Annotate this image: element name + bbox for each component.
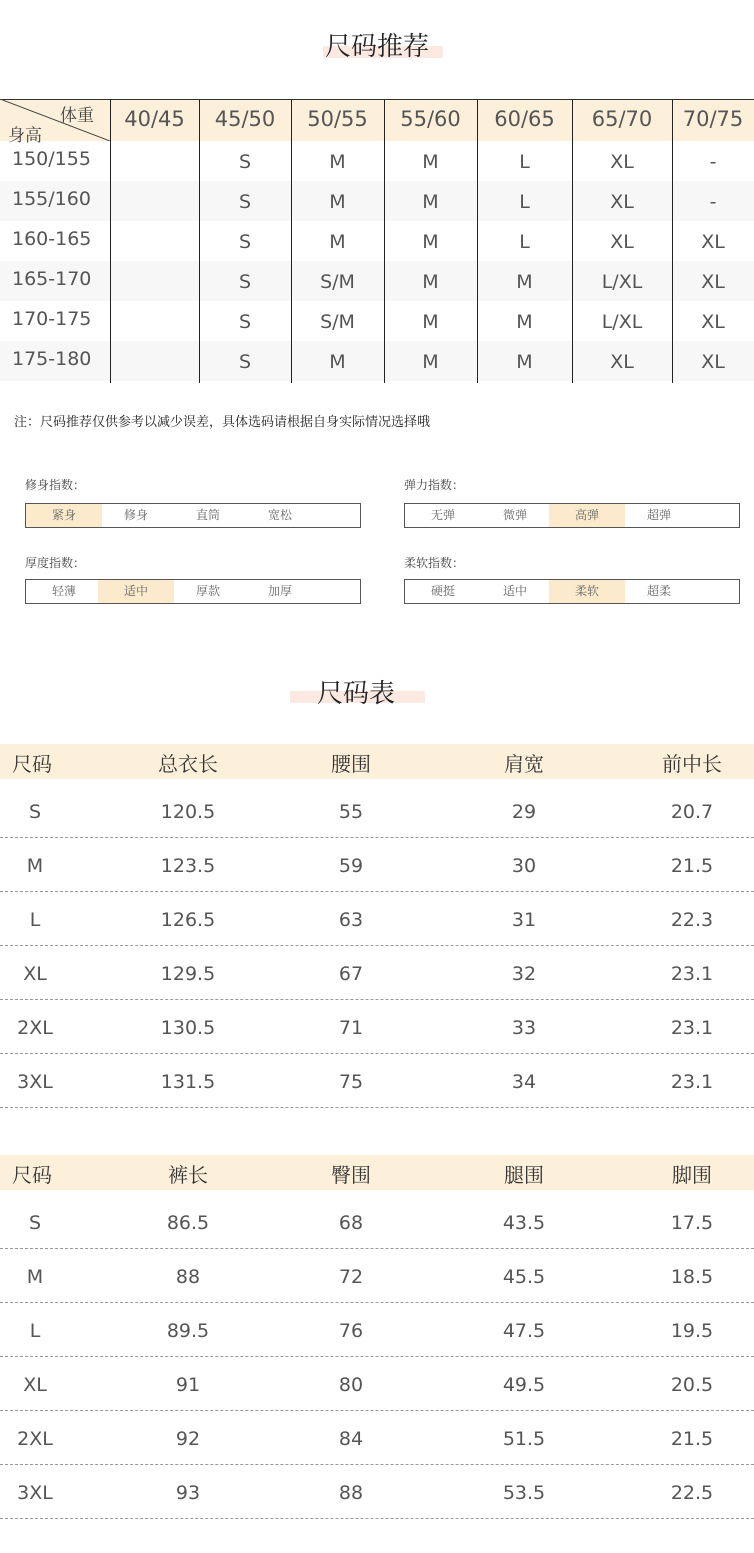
index-option: 超柔 <box>646 584 671 598</box>
column-divider <box>572 99 573 383</box>
table-row <box>0 221 754 261</box>
size-value: 84 <box>338 1428 364 1450</box>
corner-height-label: 身高 <box>8 126 42 146</box>
row-divider <box>0 1356 754 1357</box>
column-divider <box>110 99 111 383</box>
index-option: 轻薄 <box>51 584 76 598</box>
index-option: 柔软 <box>549 580 625 603</box>
size-value: 88 <box>338 1482 364 1504</box>
column-header: 腰围 <box>331 752 371 776</box>
index-option: 硬挺 <box>430 584 455 598</box>
size-value: 17.5 <box>670 1212 714 1234</box>
size-value: 2XL <box>17 1017 53 1039</box>
index-label: 厚度指数： <box>25 556 86 570</box>
size-value: 33 <box>511 1017 537 1039</box>
size-value: 47.5 <box>502 1320 546 1342</box>
size-value: 49.5 <box>502 1374 546 1396</box>
table-row <box>0 341 754 381</box>
size-cell: M <box>329 231 346 253</box>
row-divider <box>0 1053 754 1054</box>
size-cell: M <box>329 151 346 173</box>
size-value: 21.5 <box>670 1428 714 1450</box>
size-value: 3XL <box>17 1071 53 1093</box>
size-value: 23.1 <box>670 1017 714 1039</box>
size-value: M <box>26 1266 44 1288</box>
size-cell: XL <box>610 191 634 213</box>
index-label: 弹力指数： <box>404 478 465 492</box>
size-value: 86.5 <box>166 1212 210 1234</box>
size-value: 80 <box>338 1374 364 1396</box>
size-cell: M <box>422 351 439 373</box>
size-cell: L <box>519 151 530 173</box>
size-cell: S/M <box>320 311 355 333</box>
size-cell: M <box>422 311 439 333</box>
size-value: 63 <box>338 909 364 931</box>
index-option: 适中 <box>98 580 174 603</box>
size-cell: M <box>516 351 533 373</box>
size-value: 22.5 <box>670 1482 714 1504</box>
column-header: 尺码 <box>12 1163 52 1187</box>
row-divider <box>0 1464 754 1465</box>
size-value: XL <box>23 963 47 985</box>
size-cell: S <box>238 191 252 213</box>
size-value: M <box>26 855 44 877</box>
size-cell: M <box>516 311 533 333</box>
size-cell: M <box>422 191 439 213</box>
index-label: 修身指数： <box>25 478 86 492</box>
size-value: S <box>28 801 42 823</box>
row-divider <box>0 891 754 892</box>
column-divider <box>672 99 673 383</box>
column-header: 总衣长 <box>158 752 218 776</box>
column-header: 脚围 <box>672 1163 712 1187</box>
size-value: 75 <box>338 1071 364 1093</box>
size-value: 32 <box>511 963 537 985</box>
height-label: 170-175 <box>12 308 92 330</box>
size-cell: S <box>238 271 252 293</box>
recommend-title: 尺码推荐 <box>324 32 429 62</box>
size-value: S <box>28 1212 42 1234</box>
row-divider <box>0 1107 754 1108</box>
size-value: 76 <box>338 1320 364 1342</box>
table-row <box>0 181 754 221</box>
index-label: 柔软指数： <box>404 556 465 570</box>
weight-header-6: 65/70 <box>591 107 653 131</box>
size-value: 30 <box>511 855 537 877</box>
size-cell: M <box>329 351 346 373</box>
size-value: 34 <box>511 1071 537 1093</box>
table-row <box>0 141 754 181</box>
column-divider <box>199 99 200 383</box>
index-scale <box>404 503 740 528</box>
weight-header-3: 50/55 <box>307 107 368 131</box>
size-value: 3XL <box>17 1482 53 1504</box>
index-option: 加厚 <box>267 584 292 598</box>
size-value: 72 <box>338 1266 364 1288</box>
column-header: 前中长 <box>662 752 722 776</box>
height-label: 155/160 <box>12 188 91 210</box>
size-value: 43.5 <box>502 1212 546 1234</box>
size-value: 51.5 <box>502 1428 546 1450</box>
size-value: 129.5 <box>160 963 216 985</box>
size-value: 126.5 <box>160 909 216 931</box>
table-top-border <box>0 99 754 100</box>
column-header: 腿围 <box>504 1163 544 1187</box>
index-option: 紧身 <box>26 504 102 527</box>
size-value: 55 <box>338 801 364 823</box>
table-row <box>0 261 754 301</box>
size-cell: XL <box>701 231 725 253</box>
size-value: 130.5 <box>160 1017 216 1039</box>
size-value: 92 <box>175 1428 201 1450</box>
size-cell: S/M <box>320 271 355 293</box>
index-option: 微弹 <box>502 508 527 522</box>
size-cell: L <box>519 191 530 213</box>
size-cell: M <box>329 191 346 213</box>
index-option: 超弹 <box>646 508 671 522</box>
row-divider <box>0 945 754 946</box>
size-value: 71 <box>338 1017 364 1039</box>
size-value: 21.5 <box>670 855 714 877</box>
size-value: 2XL <box>17 1428 53 1450</box>
row-divider <box>0 999 754 1000</box>
size-cell: - <box>709 191 717 213</box>
size-value: 29 <box>511 801 537 823</box>
height-label: 175-180 <box>12 348 92 370</box>
size-value: 45.5 <box>502 1266 546 1288</box>
size-chart-title: 尺码表 <box>316 679 395 709</box>
size-recommend-table <box>0 99 754 383</box>
size-cell: XL <box>610 151 634 173</box>
index-scale <box>25 503 361 528</box>
size-value: 59 <box>338 855 364 877</box>
size-value: 23.1 <box>670 963 714 985</box>
index-option: 厚款 <box>195 584 220 598</box>
size-cell: S <box>238 151 252 173</box>
index-option: 适中 <box>502 584 527 598</box>
size-cell: XL <box>701 311 725 333</box>
column-divider <box>384 99 385 383</box>
size-value: 88 <box>175 1266 201 1288</box>
recommend-note: 注：尺码推荐仅供参考以减少误差，具体选码请根据自身实际情况选择哦 <box>14 415 431 430</box>
size-value: 53.5 <box>502 1482 546 1504</box>
column-header: 肩宽 <box>504 752 544 776</box>
row-divider <box>0 837 754 838</box>
size-value: 91 <box>175 1374 201 1396</box>
height-label: 165-170 <box>12 268 92 290</box>
index-scale <box>404 579 740 604</box>
height-label: 150/155 <box>12 148 91 170</box>
size-cell: M <box>422 231 439 253</box>
index-option: 修身 <box>123 508 148 522</box>
row-divider <box>0 1302 754 1303</box>
size-cell: M <box>516 271 533 293</box>
size-value: L <box>29 909 41 931</box>
size-value: 67 <box>338 963 364 985</box>
weight-header-5: 60/65 <box>494 107 555 131</box>
weight-header-4: 55/60 <box>400 107 461 131</box>
size-value: 123.5 <box>160 855 216 877</box>
index-option: 直筒 <box>195 508 220 522</box>
height-label: 160-165 <box>12 228 92 250</box>
index-option: 无弹 <box>430 508 455 522</box>
corner-weight-label: 体重 <box>60 106 94 126</box>
size-cell: XL <box>610 351 634 373</box>
column-header: 尺码 <box>12 752 52 776</box>
size-cell: L/XL <box>601 271 643 293</box>
size-cell: - <box>709 151 717 173</box>
size-value: 93 <box>175 1482 201 1504</box>
size-value: 68 <box>338 1212 364 1234</box>
size-value: 120.5 <box>160 801 216 823</box>
weight-header-2: 45/50 <box>214 107 276 131</box>
column-header: 臀围 <box>331 1163 371 1187</box>
weight-header-7: 70/75 <box>682 107 744 131</box>
size-cell: L/XL <box>601 311 643 333</box>
size-cell: L <box>519 231 530 253</box>
index-option: 宽松 <box>267 508 292 522</box>
size-value: 18.5 <box>670 1266 714 1288</box>
index-scale <box>25 579 361 604</box>
size-cell: M <box>422 151 439 173</box>
size-value: 20.7 <box>670 801 714 823</box>
row-divider <box>0 1410 754 1411</box>
size-cell: XL <box>701 271 725 293</box>
index-option: 高弹 <box>549 504 625 527</box>
size-cell: S <box>238 231 252 253</box>
size-value: L <box>29 1320 41 1342</box>
column-divider <box>477 99 478 383</box>
size-value: 131.5 <box>160 1071 216 1093</box>
row-divider <box>0 1518 754 1519</box>
weight-header-1: 40/45 <box>124 107 185 131</box>
size-cell: XL <box>701 351 725 373</box>
size-value: 31 <box>511 909 537 931</box>
table-row <box>0 301 754 341</box>
size-value: 23.1 <box>670 1071 714 1093</box>
size-value: 89.5 <box>166 1320 210 1342</box>
column-divider <box>291 99 292 383</box>
column-header: 裤长 <box>168 1163 208 1187</box>
size-cell: XL <box>610 231 634 253</box>
size-value: 20.5 <box>670 1374 714 1396</box>
size-value: 22.3 <box>670 909 714 931</box>
size-value: XL <box>23 1374 47 1396</box>
size-cell: S <box>238 351 252 373</box>
size-cell: S <box>238 311 252 333</box>
size-value: 19.5 <box>670 1320 714 1342</box>
size-cell: M <box>422 271 439 293</box>
row-divider <box>0 1248 754 1249</box>
